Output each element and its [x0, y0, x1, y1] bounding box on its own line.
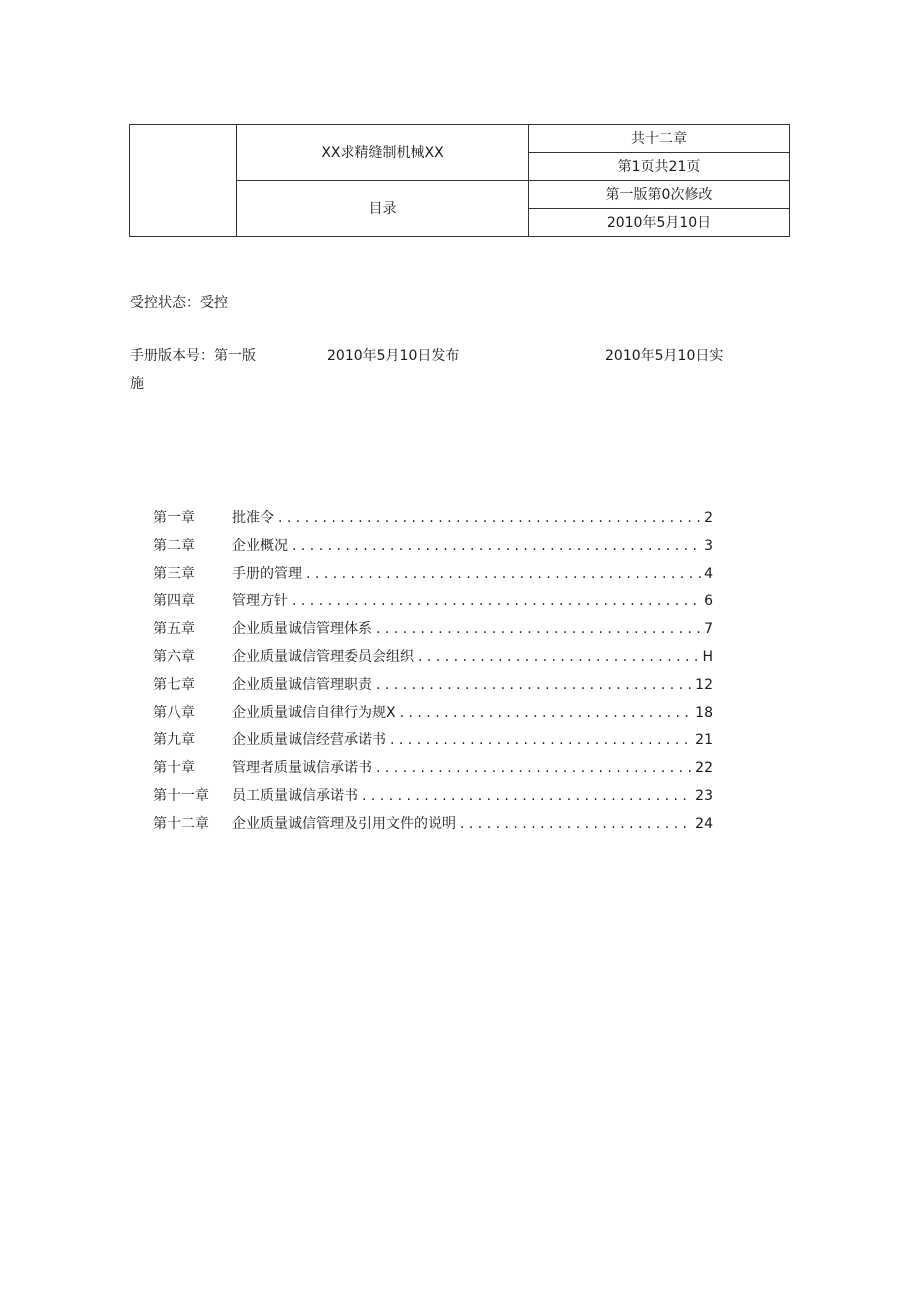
toc-entry[interactable] [153, 733, 713, 761]
toc-leader [460, 817, 692, 831]
toc-title: 企业质量诚信管理及引用文件的说明 [232, 815, 456, 832]
toc-leader [376, 622, 701, 636]
toc-leader [306, 567, 701, 581]
toc-leader [376, 761, 692, 775]
toc-entry[interactable] [153, 511, 713, 539]
toc-entry[interactable] [153, 761, 713, 789]
document-title: 目录 [237, 181, 529, 237]
toc-leader [292, 539, 701, 553]
release-date: 2010年5月10日发布 [327, 348, 460, 364]
toc-entry[interactable] [153, 678, 713, 706]
company-name: XX求精缝制机械XX [237, 125, 529, 181]
toc-chapter: 第九章 [153, 732, 195, 749]
page-info: 第1页共21页 [529, 153, 790, 181]
toc-title: 企业质量诚信管理委员会组织 [232, 648, 414, 665]
chapters-total: 共十二章 [529, 125, 790, 153]
toc-title: 管理方针 [232, 593, 288, 610]
toc-entry[interactable] [153, 567, 713, 595]
toc-page: 7 [704, 621, 713, 638]
toc-entry[interactable] [153, 650, 713, 678]
toc-chapter: 第十一章 [153, 787, 209, 804]
toc-entry[interactable] [153, 622, 713, 650]
toc-page: 4 [704, 565, 713, 582]
toc-leader [292, 594, 701, 608]
toc-entry[interactable] [153, 539, 713, 567]
implement-date-continued: 施 [130, 376, 144, 392]
toc-page: H [702, 648, 713, 665]
toc-leader [376, 678, 692, 692]
issue-date: 2010年5月10日 [529, 209, 790, 237]
toc-chapter: 第一章 [153, 510, 195, 526]
toc-page: 21 [695, 732, 713, 749]
document-header-table [129, 124, 790, 237]
toc-leader [400, 706, 693, 720]
toc-title: 管理者质量诚信承诺书 [232, 760, 372, 777]
toc-chapter: 第七章 [153, 676, 195, 693]
toc-chapter: 第六章 [153, 648, 195, 665]
toc-chapter: 第三章 [153, 565, 195, 582]
toc-page: 12 [695, 676, 713, 693]
toc-chapter: 第五章 [153, 621, 195, 638]
toc-entry[interactable] [153, 594, 713, 622]
toc-chapter: 第八章 [153, 704, 195, 721]
toc-page: 2 [704, 510, 713, 526]
logo-cell [130, 125, 237, 237]
toc-chapter: 第二章 [153, 537, 195, 554]
toc-leader [278, 511, 701, 525]
toc-chapter: 第十二章 [153, 815, 209, 832]
toc-entry[interactable] [153, 789, 713, 817]
implement-date: 2010年5月10日实 [605, 348, 724, 364]
toc-chapter: 第十章 [153, 760, 195, 777]
toc-title: 员工质量诚信承诺书 [232, 787, 358, 804]
toc-page: 3 [704, 537, 713, 554]
revision-info: 第一版第0次修改 [529, 181, 790, 209]
toc-leader [418, 650, 699, 664]
toc-title: 手册的管理 [232, 565, 302, 582]
toc-page: 18 [695, 704, 713, 721]
table-of-contents [153, 511, 713, 845]
toc-title: 企业质量诚信自律行为规X [232, 704, 396, 721]
toc-page: 22 [695, 760, 713, 777]
manual-version: 手册版本号：第一版 [130, 348, 256, 364]
toc-chapter: 第四章 [153, 593, 195, 610]
toc-page: 24 [695, 815, 713, 832]
toc-leader [362, 789, 692, 803]
control-status: 受控状态：受控 [130, 295, 228, 311]
toc-page: 6 [704, 593, 713, 610]
toc-title: 企业概况 [232, 537, 288, 554]
toc-title: 企业质量诚信管理体系 [232, 621, 372, 638]
toc-title: 企业质量诚信管理职责 [232, 676, 372, 693]
toc-title: 批准令 [232, 510, 274, 526]
toc-entry[interactable] [153, 817, 713, 845]
toc-leader [390, 733, 692, 747]
toc-title: 企业质量诚信经营承诺书 [232, 732, 386, 749]
toc-entry[interactable] [153, 706, 713, 734]
toc-page: 23 [695, 787, 713, 804]
